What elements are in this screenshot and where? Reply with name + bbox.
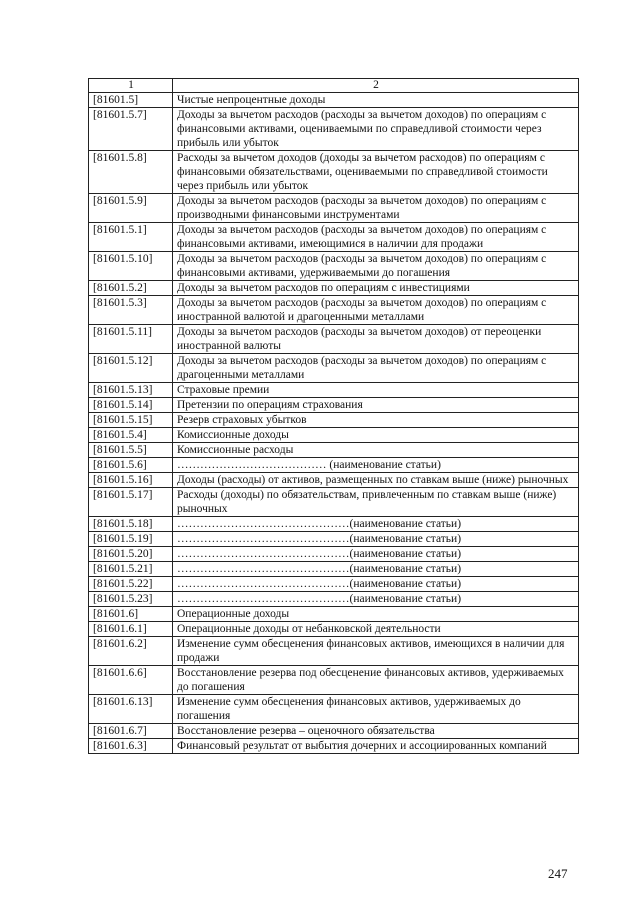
row-code: [81601.6.13] [89,695,173,724]
row-code: [81601.5.1] [89,223,173,252]
row-description: Доходы за вычетом расходов (расходы за вычетом доходов) по операциям с финансовыми активами, оцениваемыми по справедливой стоимости через прибыль или убыток [173,108,579,151]
table-row [89,637,579,666]
table-row [89,383,579,398]
row-description: Изменение сумм обесценения финансовых активов, имеющихся в наличии для продажи [173,637,579,666]
row-description: Претензии по операциям страхования [173,398,579,413]
table-row [89,93,579,108]
row-code: [81601.6.6] [89,666,173,695]
row-code: [81601.5.16] [89,473,173,488]
row-code: [81601.6] [89,607,173,622]
row-description: Расходы за вычетом доходов (доходы за вычетом расходов) по операциям с финансовыми обязательствами, оцениваемыми по справедливой стоимости через прибыль или убыток [173,151,579,194]
row-description: Доходы (расходы) от активов, размещенных по ставкам выше (ниже) рыночных [173,473,579,488]
row-description: Комиссионные расходы [173,443,579,458]
row-code: [81601.5.21] [89,562,173,577]
column-header-2: 2 [173,79,579,93]
row-description: Доходы за вычетом расходов (расходы за вычетом доходов) по операциям с драгоценными металлами [173,354,579,383]
row-code: [81601.5.2] [89,281,173,296]
row-description: ………………………………………(наименование статьи) [173,577,579,592]
row-description: ………………………………………(наименование статьи) [173,517,579,532]
row-description: Доходы за вычетом расходов (расходы за вычетом доходов) по операциям с иностранной валютой и драгоценными металлами [173,296,579,325]
row-description: Восстановление резерва – оценочного обязательства [173,724,579,739]
table-row [89,108,579,151]
table-row [89,547,579,562]
table-row [89,194,579,223]
row-description: Комиссионные доходы [173,428,579,443]
row-description: Расходы (доходы) по обязательствам, привлеченным по ставкам выше (ниже) рыночных [173,488,579,517]
table-row [89,666,579,695]
row-code: [81601.5.10] [89,252,173,281]
row-code: [81601.5.22] [89,577,173,592]
row-description: Операционные доходы от небанковской деятельности [173,622,579,637]
table-row [89,592,579,607]
row-code: [81601.6.7] [89,724,173,739]
row-description: ………………………………………(наименование статьи) [173,532,579,547]
table-row [89,458,579,473]
row-code: [81601.5.23] [89,592,173,607]
row-description: Доходы за вычетом расходов (расходы за вычетом доходов) по операциям с финансовыми активами, имеющимися в наличии для продажи [173,223,579,252]
table-row [89,724,579,739]
row-code: [81601.5.17] [89,488,173,517]
table-row [89,443,579,458]
codes-table [88,78,579,754]
table-row [89,577,579,592]
table-row [89,607,579,622]
row-description: Доходы за вычетом расходов (расходы за вычетом доходов) по операциям с производными финансовыми инструментами [173,194,579,223]
row-description: Доходы за вычетом расходов по операциям с инвестициями [173,281,579,296]
column-header-1: 1 [89,79,173,93]
row-code: [81601.5.13] [89,383,173,398]
table-row [89,325,579,354]
row-code: [81601.5.9] [89,194,173,223]
table-row [89,739,579,754]
row-code: [81601.5.12] [89,354,173,383]
table-row [89,517,579,532]
row-description: Операционные доходы [173,607,579,622]
row-description: ………………………………………(наименование статьи) [173,562,579,577]
row-code: [81601.5.20] [89,547,173,562]
table-row [89,473,579,488]
row-description: Изменение сумм обесценения финансовых активов, удерживаемых до погашения [173,695,579,724]
row-description: Восстановление резерва под обесценение финансовых активов, удерживаемых до погашения [173,666,579,695]
row-description: Страховые премии [173,383,579,398]
row-code: [81601.5.3] [89,296,173,325]
row-description: Доходы за вычетом расходов (расходы за вычетом доходов) по операциям с финансовыми активами, удерживаемыми до погашения [173,252,579,281]
row-description: Чистые непроцентные доходы [173,93,579,108]
row-description: ………………………………………(наименование статьи) [173,592,579,607]
table-row [89,622,579,637]
table-row [89,488,579,517]
row-code: [81601.6.3] [89,739,173,754]
row-code: [81601.6.1] [89,622,173,637]
row-description: Финансовый результат от выбытия дочерних и ассоциированных компаний [173,739,579,754]
row-description: Резерв страховых убытков [173,413,579,428]
table-row [89,398,579,413]
row-code: [81601.5.19] [89,532,173,547]
table-header-row [89,79,579,93]
table-row [89,354,579,383]
row-code: [81601.5.4] [89,428,173,443]
row-code: [81601.5] [89,93,173,108]
row-code: [81601.5.11] [89,325,173,354]
row-code: [81601.5.5] [89,443,173,458]
row-description: ………………………………… (наименование статьи) [173,458,579,473]
table-row [89,151,579,194]
row-code: [81601.5.7] [89,108,173,151]
row-code: [81601.5.15] [89,413,173,428]
table-row [89,428,579,443]
table-row [89,281,579,296]
table-row [89,252,579,281]
table-row [89,532,579,547]
table-body [89,93,579,754]
row-description: ………………………………………(наименование статьи) [173,547,579,562]
table-row [89,413,579,428]
row-code: [81601.6.2] [89,637,173,666]
table-row [89,562,579,577]
row-code: [81601.5.18] [89,517,173,532]
row-code: [81601.5.6] [89,458,173,473]
row-code: [81601.5.8] [89,151,173,194]
table-row [89,695,579,724]
row-description: Доходы за вычетом расходов (расходы за вычетом доходов) от переоценки иностранной валюты [173,325,579,354]
table-row [89,223,579,252]
row-code: [81601.5.14] [89,398,173,413]
page-number: 247 [548,866,568,881]
table-row [89,296,579,325]
